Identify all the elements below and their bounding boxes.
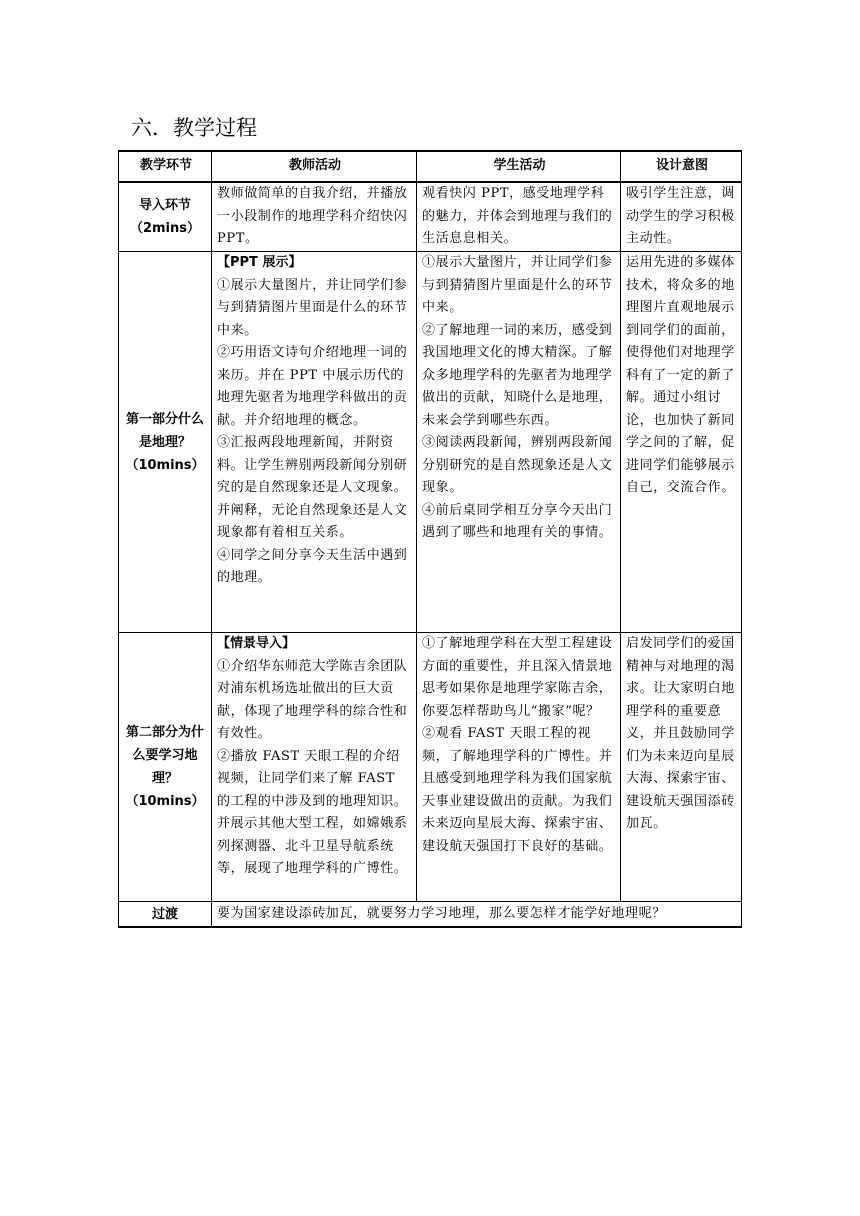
- stage-cell: [119, 182, 212, 252]
- transition-text: 要为国家建设添砖加瓦，就要努力学习地理，那么要怎样才能学好地理呢？: [212, 902, 742, 928]
- transition-label: 过渡: [119, 902, 212, 928]
- table-row-intro: [119, 182, 742, 252]
- header-row: [119, 151, 742, 182]
- teacher-activity-item: ②巧用语文诗句介绍地理一词的来历。并在 PPT 中展示历代的地理先驱者为地理学科做出的贡献。并介绍地理的概念。: [217, 345, 408, 428]
- teaching-process-table: [118, 150, 742, 928]
- stage-name: 第一部分什么是地理？: [125, 411, 204, 450]
- header-stage: 教学环节: [119, 151, 212, 182]
- table-row-part-two: [119, 633, 742, 902]
- design-intent-cell: [621, 182, 742, 252]
- design-intent-cell: [621, 252, 742, 633]
- teacher-activity-item: ②播放 FAST 天眼工程的介绍视频，让同学们来了解 FAST 的工程的中涉及到的地理知识。并展示其他大型工程，如嫦娥系列探测器、北斗卫星导航系统等，展现了地理学科的广博性。: [217, 748, 408, 876]
- stage-cell: [119, 633, 212, 902]
- student-activity-cell: [417, 252, 621, 633]
- student-activity-item: ①了解地理学科在大型工程建设方面的重要性，并且深入情景地思考如果你是地理学家陈吉余，你要怎样帮助鸟儿“搬家”呢？: [422, 636, 613, 719]
- teacher-activity-cell: [212, 633, 417, 902]
- header-student-activity: 学生活动: [417, 151, 621, 182]
- design-intent-text: 运用先进的多媒体技术，将众多的地理图片直观地展示到同学们的面前，使得他们对地理学科有了一定的新了解。通过小组讨论，也加快了新同学之间的了解，促进同学们能够展示自己，交流合作。: [626, 255, 735, 495]
- stage-name: 导入环节: [138, 198, 191, 213]
- table-row-part-one: [119, 252, 742, 633]
- stage-time: （10mins）: [125, 794, 205, 809]
- teacher-activity-text: 教师做简单的自我介绍，并播放一小段制作的地理学科介绍快闪 PPT。: [217, 186, 408, 246]
- teacher-activity-item: ①展示大量图片，并让同学们参与到猜猜图片里面是什么的环节中来。: [217, 277, 408, 338]
- teacher-activity-item: ③汇报两段地理新闻，并附资料。让学生辨别两段新闻分别研究的是自然现象还是人文现象。并阐释，无论自然现象还是人文现象都有着相互关系。: [217, 435, 408, 540]
- section-heading: 六．教学过程: [131, 116, 257, 140]
- stage-name: 第二部分为什么要学习地理？: [125, 725, 204, 786]
- teacher-activity-cell: [212, 252, 417, 633]
- student-activity-item: ①展示大量图片，并让同学们参与到猜猜图片里面是什么的环节中来。: [422, 255, 613, 315]
- student-activity-item: ④前后桌同学相互分享今天出门遇到了哪些和地理有关的事情。: [422, 502, 613, 540]
- student-activity-text: 观看快闪 PPT，感受地理学科的魅力，并体会到地理与我们的生活息息相关。: [422, 186, 613, 246]
- design-intent-text: 启发同学们的爱国精神与对地理的渴求。让大家明白地理学科的重要意义，并且鼓励同学们为未来迈向星辰大海、探索宇宙、建设航天强国添砖加瓦。: [626, 636, 735, 831]
- teacher-activity-item: ①介绍华东师范大学陈吉余团队对浦东机场选址做出的巨大贡献，体现了地理学科的综合性和有效性。: [217, 658, 408, 741]
- teacher-activity-heading: 【PPT 展示】: [217, 255, 302, 270]
- student-activity-item: ③阅读两段新闻，辨别两段新闻分别研究的是自然现象还是人文现象。: [422, 435, 613, 495]
- table-row-transition: [119, 902, 742, 928]
- student-activity-item: ②了解地理一词的来历，感受到我国地理文化的博大精深。了解众多地理学科的先驱者为地理学做出的贡献，知晓什么是地理，未来会学到哪些东西。: [422, 322, 613, 428]
- student-activity-cell: [417, 633, 621, 902]
- stage-cell: [119, 252, 212, 633]
- header-design-intent: 设计意图: [621, 151, 742, 182]
- design-intent-cell: [621, 633, 742, 902]
- teacher-activity-item: ④同学之间分享今天生活中遇到的地理。: [217, 547, 408, 585]
- table-header: [119, 151, 742, 182]
- student-activity-item: ②观看 FAST 天眼工程的视频，了解地理学科的广博性。并且感受到地理学科为我们国家航天事业建设做出的贡献。为我们未来迈向星辰大海、探索宇宙、建设航天强国打下良好的基础。: [422, 726, 613, 854]
- header-teacher-activity: 教师活动: [212, 151, 417, 182]
- teacher-activity-cell: [212, 182, 417, 252]
- design-intent-text: 吸引学生注意，调动学生的学习积极主动性。: [626, 186, 735, 246]
- stage-time: （2mins）: [129, 221, 201, 236]
- student-activity-cell: [417, 182, 621, 252]
- teacher-activity-heading: 【情景导入】: [217, 636, 296, 651]
- stage-time: （10mins）: [125, 457, 205, 473]
